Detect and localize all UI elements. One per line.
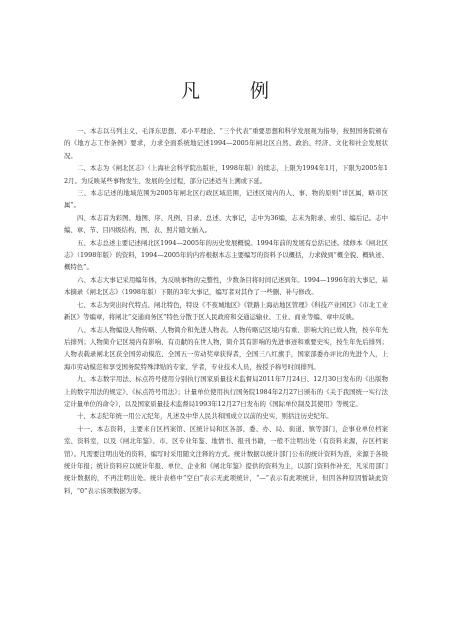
paragraph-4: 四、本志首为彩图、地图、序、凡例、目录、总述、大事记，志中为36编，志末为附录、索引、编后记。志中编、章、节、目四级结构，图、表、照片随文插入。: [64, 213, 388, 235]
paragraph-7: 七、本志为突出时代特点、闸北特色，特设《不夜城地区》《铁路上海站地区管理》《科技产业园区》《市北工业新区》等编章，将闸北“交通商务区”特色分散于区人民政府和交通运输业、工业、商业等编、章中反映。: [64, 300, 388, 322]
paragraph-10: 十、本志纪年统一用公元纪年，凡述及中华人民共和国成立以前的史实，则括注历史纪年。: [77, 412, 333, 421]
paragraph-6: 六、本志大事记采用编年体，为反映事物的完整性，少数条目将时间记述到年。1994—1996年的大事记，基本摘录《闸北区志》（1998年版）下限的3年大事记，编写者对其作了一些删、补与修改。: [64, 275, 388, 297]
paragraph-3: 三、本志记述的地域范围为2005年闸北区行政区域范围，记述区境内的人、事、物的原则“详区属，略市区属”。: [64, 189, 388, 210]
paragraph-1: 一、本志以马列主义、毛泽东思想、邓小平理论、“三个代表”重要思想和科学发展观为指导，按照国务院颁布的《地方志工作条例》要求，力求全面系统地记述1994—2005年闸北区自然、政治、经济、文化和社会发展状况。: [64, 127, 388, 160]
paragraph-8: 八、本志人物编设人物传略、人物简介和先进人物表。人物传略记区境内有重、影响大的已故人物，按卒年先后排列；人物简介记区境内有影响、有贡献的在世人物，简介其有影响的先进事迹和重要史实，按生年先后排列；人物表载录闸北区获全国劳动模范、全国五一劳动奖章获得者，全国三八红旗手，国家部委办评比的先进个人，上海市劳动模范和享受国务院特殊津贴的专家、学者，专业技术人员，按授予称号时间排列。: [64, 325, 388, 371]
paragraph-11: 十一、本志资料，主要来自区档案馆、区统计局和区各部、委、办、局、街道、镇等部门，企事业单位档案室、资料室，以及《闸北年鉴》、市、区专业年鉴、地情书、报刊书籍，一般不注明出处（有资料来源，存区档案馆）。凡需要注明出处的资料，编写时采用随文注释的方式。统计数据以统计部门公布的统计资料为准，来源于各级统计年报；统计资料应以统计年报、单位、企业和《闸北年鉴》提供的资料为主，以部门资料作补充，凡采用部门统计数据的，不再注明出处。统计表格中“空白”表示无此项统计，“—”表示有此项统计，但因各种原因暂缺此资料，“0”表示该项数据为零。: [64, 424, 388, 495]
document-body: [64, 125, 388, 497]
paragraph-2: 二、本志为《闸北区志》（上海社会科学院出版社，1998年版）的续志，上限为1994年1月，下限为2005年12月。为反映某些事物发生、发展的全过程，部分记述适当上溯或下延。: [64, 164, 388, 185]
page-title: 凡 例: [180, 80, 292, 102]
paragraph-5: 五、本志总述主要记述闸北区1994—2005年的历史发展概貌。1994年前的发展有总括记述。续修本《闸北区志》（1998年版）的资料，1994—2005年的内容根据本志主要编写的资料予以概括，力求做到“概全貌、概轨迹、概特色”。: [64, 238, 388, 272]
paragraph-9: 九、本志数字用法、标点符号使用分别执行国家质量技术监督局2011年7月24日、12月30日发布的《出版物上的数字用法的规定》、《标点符号用法》；计量单位使用执行国务院1984年2月27日颁布的《关于我国统一实行法定计量单位的命令》，以及国家质量技术监督局1993年12月27日发布的《国际单位制及其使用》等规定。: [64, 375, 388, 408]
